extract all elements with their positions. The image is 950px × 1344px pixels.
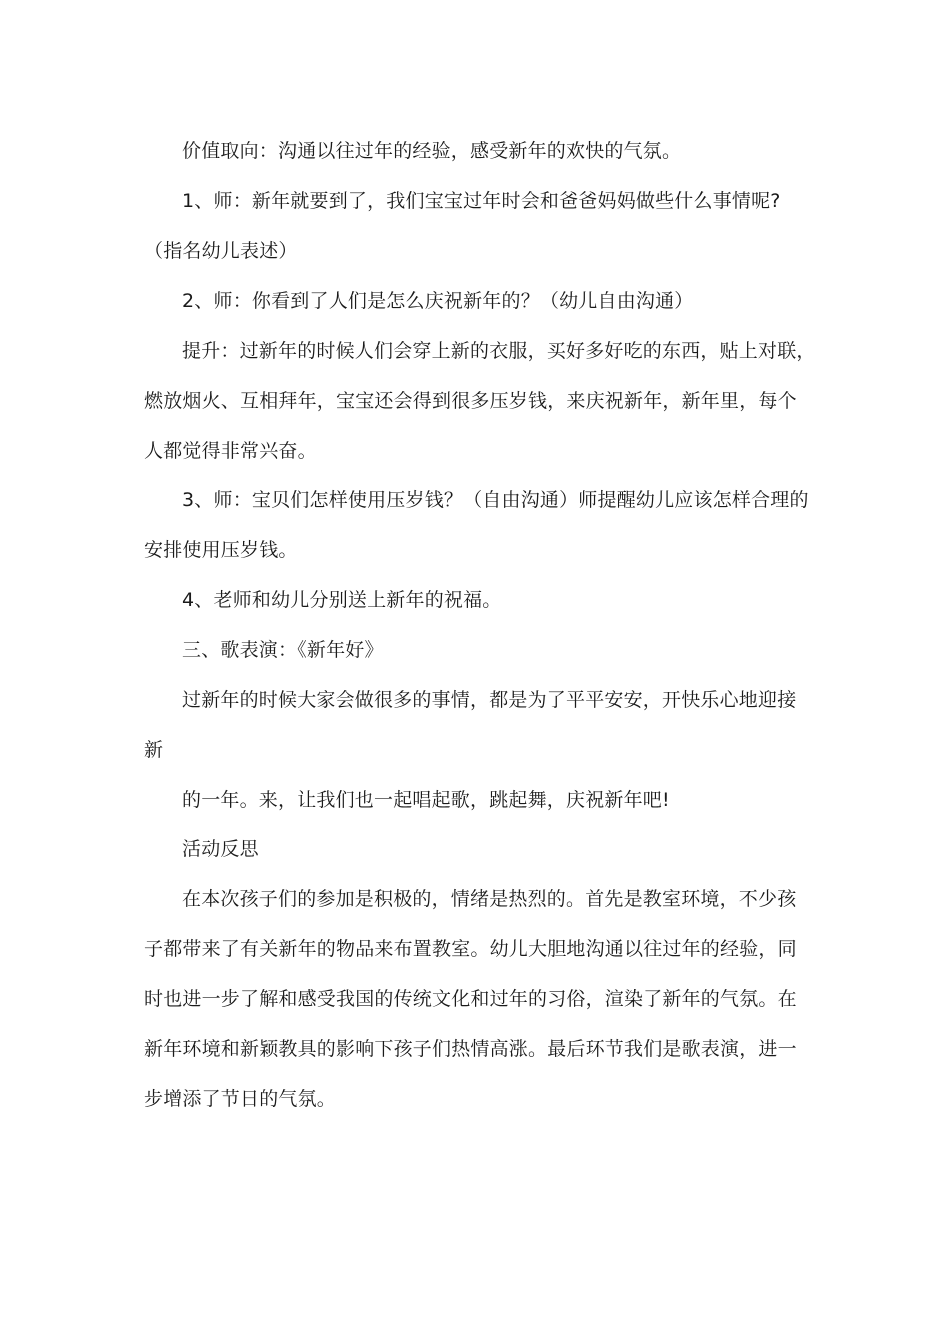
reflection-paragraph-line-1: 在本次孩子们的参加是积极的，情绪是热烈的。首先是教室环境，不少孩 [182,888,797,910]
step-3-paragraph-line-2: 安排使用压岁钱。 [144,539,298,561]
song-intro-line-3: 的一年。来，让我们也一起唱起歌，跳起舞，庆祝新年吧! [182,789,670,811]
value-orientation-paragraph: 价值取向：沟通以往过年的经验，感受新年的欢快的气氛。 [182,140,682,162]
reflection-paragraph-line-2: 子都带来了有关新年的物品来布置教室。幼儿大胆地沟通以往过年的经验，同 [144,938,797,960]
step-2-paragraph: 2、师：你看到了人们是怎么庆祝新年的？（幼儿自由沟通） [182,290,694,312]
reflection-paragraph-line-5: 步增添了节日的气氛。 [144,1088,337,1110]
section-3-heading: 三、歌表演：《新年好》 [182,639,384,661]
reflection-heading: 活动反思 [182,838,259,860]
step-3-paragraph-line-1: 3、师：宝贝们怎样使用压岁钱？（自由沟通）师提醒幼儿应该怎样合理的 [182,489,809,511]
step-4-paragraph: 4、老师和幼儿分别送上新年的祝福。 [182,589,502,611]
summary-paragraph-line-3: 人都觉得非常兴奋。 [144,440,317,462]
step-1-note: （指名幼儿表述） [144,240,298,262]
song-intro-line-2: 新 [144,739,164,761]
song-intro-line-1: 过新年的时候大家会做很多的事情，都是为了平平安安，开快乐心地迎接 [182,689,797,711]
reflection-paragraph-line-3: 时也进一步了解和感受我国的传统文化和过年的习俗，渲染了新年的气氛。在 [144,988,797,1010]
summary-paragraph-line-1: 提升：过新年的时候人们会穿上新的衣服，买好多好吃的东西，贴上对联， [182,340,816,362]
summary-paragraph-line-2: 燃放烟火、互相拜年，宝宝还会得到很多压岁钱，来庆祝新年，新年里，每个 [144,390,797,412]
step-1-paragraph: 1、师：新年就要到了，我们宝宝过年时会和爸爸妈妈做些什么事情呢? [182,190,781,212]
reflection-paragraph-line-4: 新年环境和新颖教具的影响下孩子们热情高涨。最后环节我们是歌表演，进一 [144,1038,797,1060]
